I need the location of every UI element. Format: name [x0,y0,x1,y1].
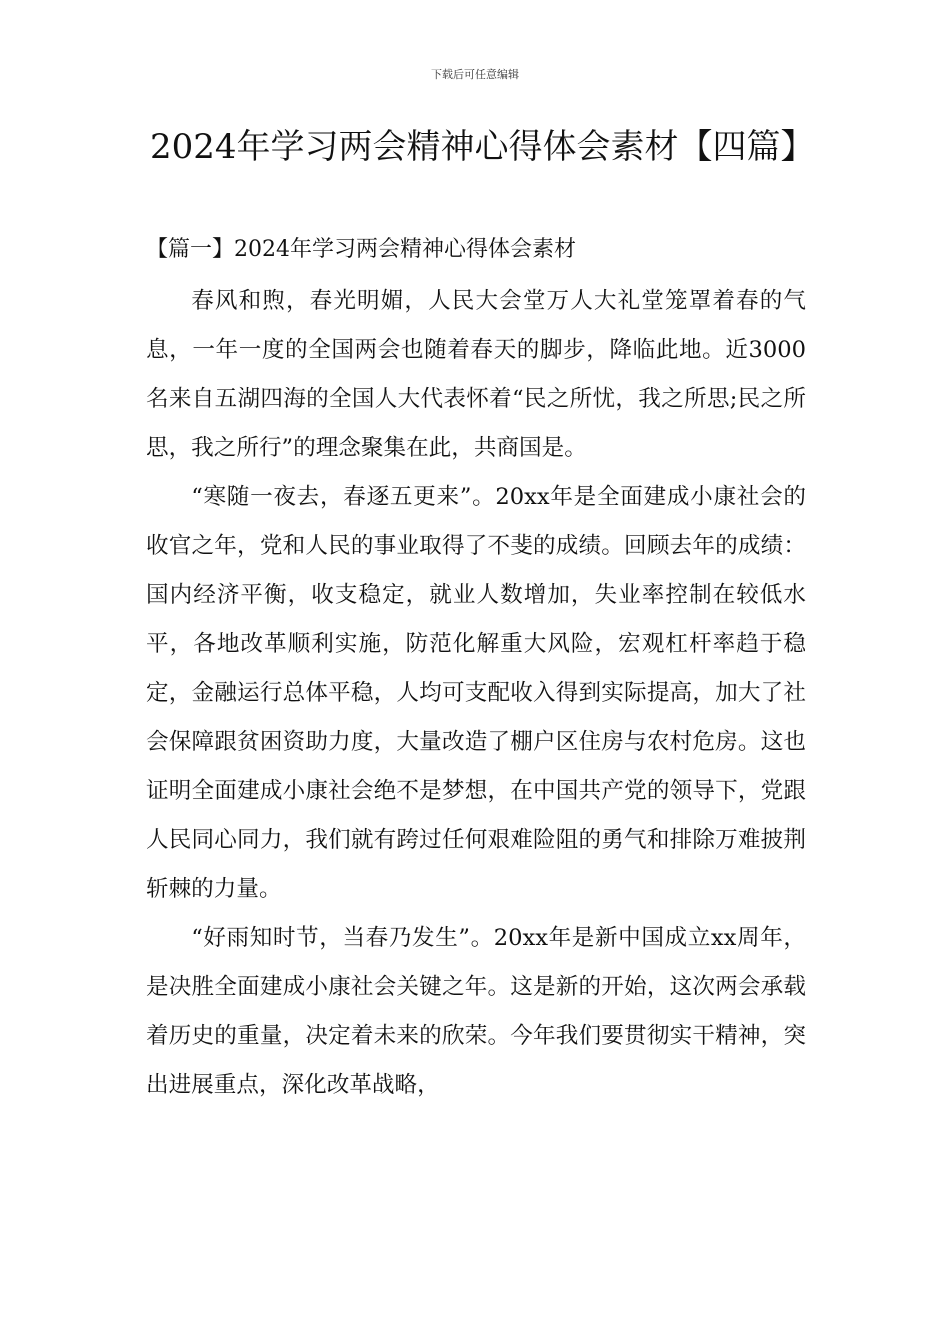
paragraph-2: “寒随一夜去，春逐五更来”。20xx年是全面建成小康社会的收官之年，党和人民的事业取得了不斐的成绩。回顾去年的成绩：国内经济平衡，收支稳定，就业人数增加，失业率控制在较低水平，各地改革顺利实施，防范化解重大风险，宏观杠杆率趋于稳定，金融运行总体平稳，人均可支配收入得到实际提高，加大了社会保障跟贫困资助力度，大量改造了棚户区住房与农村危房。这也证明全面建成小康社会绝不是梦想，在中国共产党的领导下，党跟人民同心同力，我们就有跨过任何艰难险阻的勇气和排除万难披荆斩棘的力量。 [146,484,806,902]
paragraph-3: “好雨知时节，当春乃发生”。20xx年是新中国成立xx周年，是决胜全面建成小康社会关键之年。这是新的开始，这次两会承载着历史的重量，决定着未来的欣荣。今年我们要贯彻实干精神，突出进展重点，深化改革战略， [146,925,806,1098]
header-note: 下载后可任意编辑 [431,68,519,81]
section-heading: 【篇一】2024年学习两会精神心得体会素材 [146,237,576,262]
paragraph-1: 春风和煦，春光明媚，人民大会堂万人大礼堂笼罩着春的气息，一年一度的全国两会也随着春天的脚步，降临此地。近3000名来自五湖四海的全国人大代表怀着“民之所忧，我之所思;民之所思，我之所行”的理念聚集在此，共商国是。 [146,288,806,461]
document-title: 2024年学习两会精神心得体会素材【四篇】 [150,127,815,167]
document-body [146,277,806,1110]
